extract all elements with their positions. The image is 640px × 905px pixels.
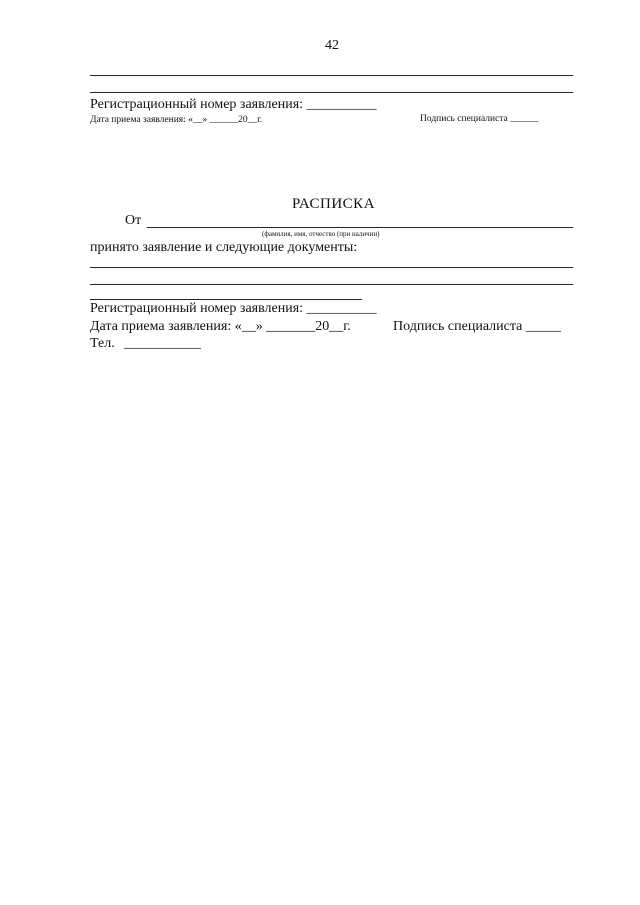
page-number: 42 (325, 38, 339, 53)
top-date-received: Дата приема заявления: «__» ______20__г. (90, 115, 263, 125)
documents-line (90, 267, 573, 268)
accepted-text: принято заявление и следующие документы: (90, 240, 358, 255)
blank-line (90, 92, 573, 93)
receipt-reg-number: Регистрационный номер заявления: __________ (90, 301, 377, 316)
receipt-date-received: Дата приема заявления: «__» _______20__г. (90, 319, 351, 334)
blank-line (90, 75, 573, 76)
receipt-title: РАСПИСКА (292, 196, 376, 212)
from-blank-line (147, 227, 573, 228)
phone-blank: ___________ (124, 336, 201, 351)
from-hint: (фамилия, имя, отчество (при наличии) (262, 230, 380, 238)
phone-label: Тел. (90, 336, 115, 351)
top-reg-number: Регистрационный номер заявления: __________ (90, 97, 377, 112)
documents-line (90, 284, 573, 285)
documents-line (90, 299, 362, 300)
top-specialist-signature: Подпись специалиста ______ (420, 114, 539, 124)
receipt-specialist-signature: Подпись специалиста _____ (393, 319, 561, 334)
from-label: От (125, 213, 142, 228)
